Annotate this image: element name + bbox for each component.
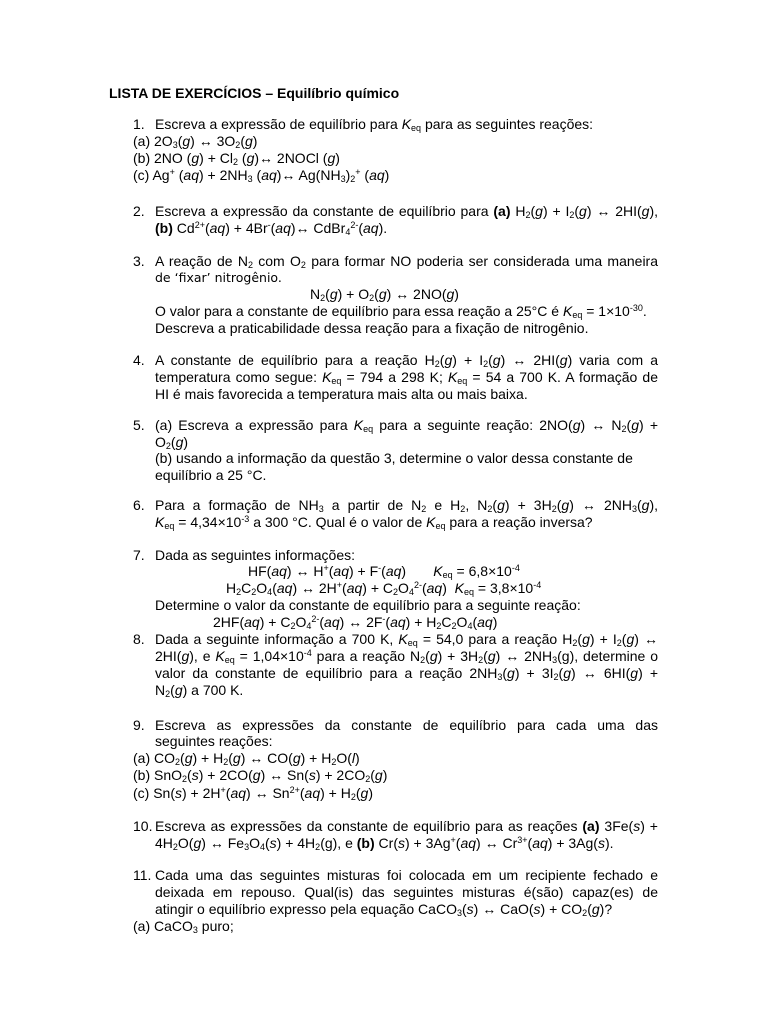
exercise-line: equilíbrio a 25 °C. [155,467,267,483]
exercise-line: temperatura como segue: $K_{eq} = 794$ a 298 K; $K_{eq} = 54$ a 700 K. A formação de [155,369,658,386]
exercise-number: 6. [133,497,145,513]
exercise-line: $N_2(g)$ a 700 K. [155,682,244,699]
exercise-line: (b) 2NO $(g) + Cl_2$ (g)↔ 2NOCl (g) [133,150,340,167]
exercise-line: Para a formação de $NH_3$ a partir de $N_2$ e $H_2$, $N_2(g) + 3H_2(g)$ ↔ $2NH_3(g)$, [155,497,658,514]
exercise-line: $O_2(g)$ [155,434,189,451]
exercise-line: seguintes reações: [155,733,273,749]
exercise-number: 2. [133,203,145,219]
exercise-number: 5. [133,417,145,433]
exercise-line: O valor para a constante de equilíbrio para essa reação a 25°C é $K_{eq} = 1\times 10^{-30}$. [155,303,647,320]
exercise-number: 4. [133,352,145,368]
exercise-line: $4H_2O(g)$ ↔ $Fe_3O_4(s) + 4H_2(g)$, e (b) Cr(s) + 3Ag+(aq) ↔ $Cr^{3+}(aq) + 3Ag(s)$. [155,835,614,852]
exercise-line: valor da constante de equilíbrio para a reação $2NH_3(g) + 3I_2(g)$ ↔ 6HI(g) + [155,665,659,682]
exercise-line: Cada uma das seguintes misturas foi colocada em um recipiente fechado e [155,867,658,883]
exercise-line: atingir o equilíbrio expresso pela equação CaCO$_3$(s) ↔ $CaO(s) + CO_2(g)$? [155,901,613,918]
exercise-line: $K_{eq} = 4,34\times 10^{-3}$ a 300 °C. Qual é o valor de $K_{eq}$ para a reação inversa? [155,514,593,531]
exercise-line: (a) Escreva a expressão para $K_{eq}$ para a seguinte reação: 2NO(g) ↔ $N_2(g)$ + [155,417,658,434]
exercise-line: Escreva as expressões da constante de equilíbrio para as reações (a) 3Fe(s) + [155,818,658,834]
equation: $N_2(g) + O_2(g)$ ↔ 2NO(g) [310,286,459,303]
exercise-number: 3. [133,253,145,269]
exercise-line: HI é mais favorecida a temperatura mais alta ou mais baixa. [155,386,528,402]
exercise-line: Determine o valor da constante de equilíbrio para a seguinte reação: [155,597,581,613]
equation: $2HF(aq) + C_2O_4^{2-}(aq)$ ↔ $2F^-(aq) + H_2C_2O_4(aq)$ [213,614,498,631]
exercise-number: 11. [133,867,152,883]
exercise-line: deixada em repouso. Qual(is) das seguintes misturas é(são) capaz(es) de [155,884,658,900]
exercise-line: Escreva a expressão de equilíbrio para $K_{eq}$ para as seguintes reações: [155,116,594,133]
exercise-number: 8. [133,631,145,647]
page-title: LISTA DE EXERCÍCIOS – Equilíbrio químico [109,85,400,101]
exercise-line: (c) Ag+ $(aq) + 2NH_3$ (aq)↔ $Ag(NH_3)_2^+$ (aq) [133,167,390,184]
exercise-line: Escreva as expressões da constante de equilíbrio para cada uma das [155,717,658,733]
exercise-line: (c) Sn(s) + 2H+(aq) ↔ $Sn^{2+}(aq) + H_2(g)$ [133,785,374,802]
exercise-line: Escreva a expressão da constante de equilíbrio para (a) $H_2(g) + I_2(g)$ ↔ 2HI(g), [155,203,658,220]
exercise-number: 1. [133,116,145,132]
exercise-line: (a) $2O_3(g)$ ↔ $3O_2(g)$ [133,133,258,150]
equation: $H_2C_2O_4(aq)$ ↔ $2H^+(aq) + C_2O_4^{2-}(aq) K_{eq} = 3,8\times 10^{-4}$ [226,580,542,597]
exercise-line: A constante de equilíbrio para a reação $H_2(g) + I_2(g)$ ↔ 2HI(g) varia com a [155,352,658,369]
exercise-line: A reação de $N_2$ com $O_2$ para formar NO poderia ser considerada uma maneira [155,253,658,270]
exercise-line: (b) usando a informação da questão 3, determine o valor dessa constante de [155,450,633,466]
equation: HF(aq) ↔ H+(aq) + F-(aq) $K_{eq} = 6,8\times 10^{-4}$ [248,563,520,580]
exercise-line: de ‘fixar’ nitrogênio. [155,270,282,285]
exercise-line: (b) $Cd^{2+}(aq)$ + 4Br-(aq)↔ CdBr$_4^{2-}$(aq). [155,220,388,237]
exercise-number: 10. [133,818,153,834]
exercise-line: 2HI(g), e $K_{eq} = 1,04\times 10^{-4}$ para a reação $N_2(g) + 3H_2(g)$ ↔ $2NH_3(g)$, determine o [155,648,658,665]
exercise-line: (a) $CO_2(g) + H_2(g)$ ↔ $CO(g) + H_2O(l)$ [133,750,360,767]
exercise-line: Dada a seguinte informação a 700 K, $K_{eq} = 54,0$ para a reação $H_2(g) + I_2(g)$ ↔ [155,631,658,648]
exercise-number: 9. [133,717,145,733]
exercise-line: Dada as seguintes informações: [155,547,355,563]
exercise-line: (b) SnO$_2$(s) + 2CO(g) ↔ $Sn(s) + 2CO_2(g)$ [133,767,388,784]
exercise-number: 7. [133,547,145,563]
exercise-line: (a) CaCO$_3$ puro; [133,918,234,935]
exercise-line: Descreva a praticabilidade dessa reação para a fixação de nitrogênio. [155,320,589,336]
